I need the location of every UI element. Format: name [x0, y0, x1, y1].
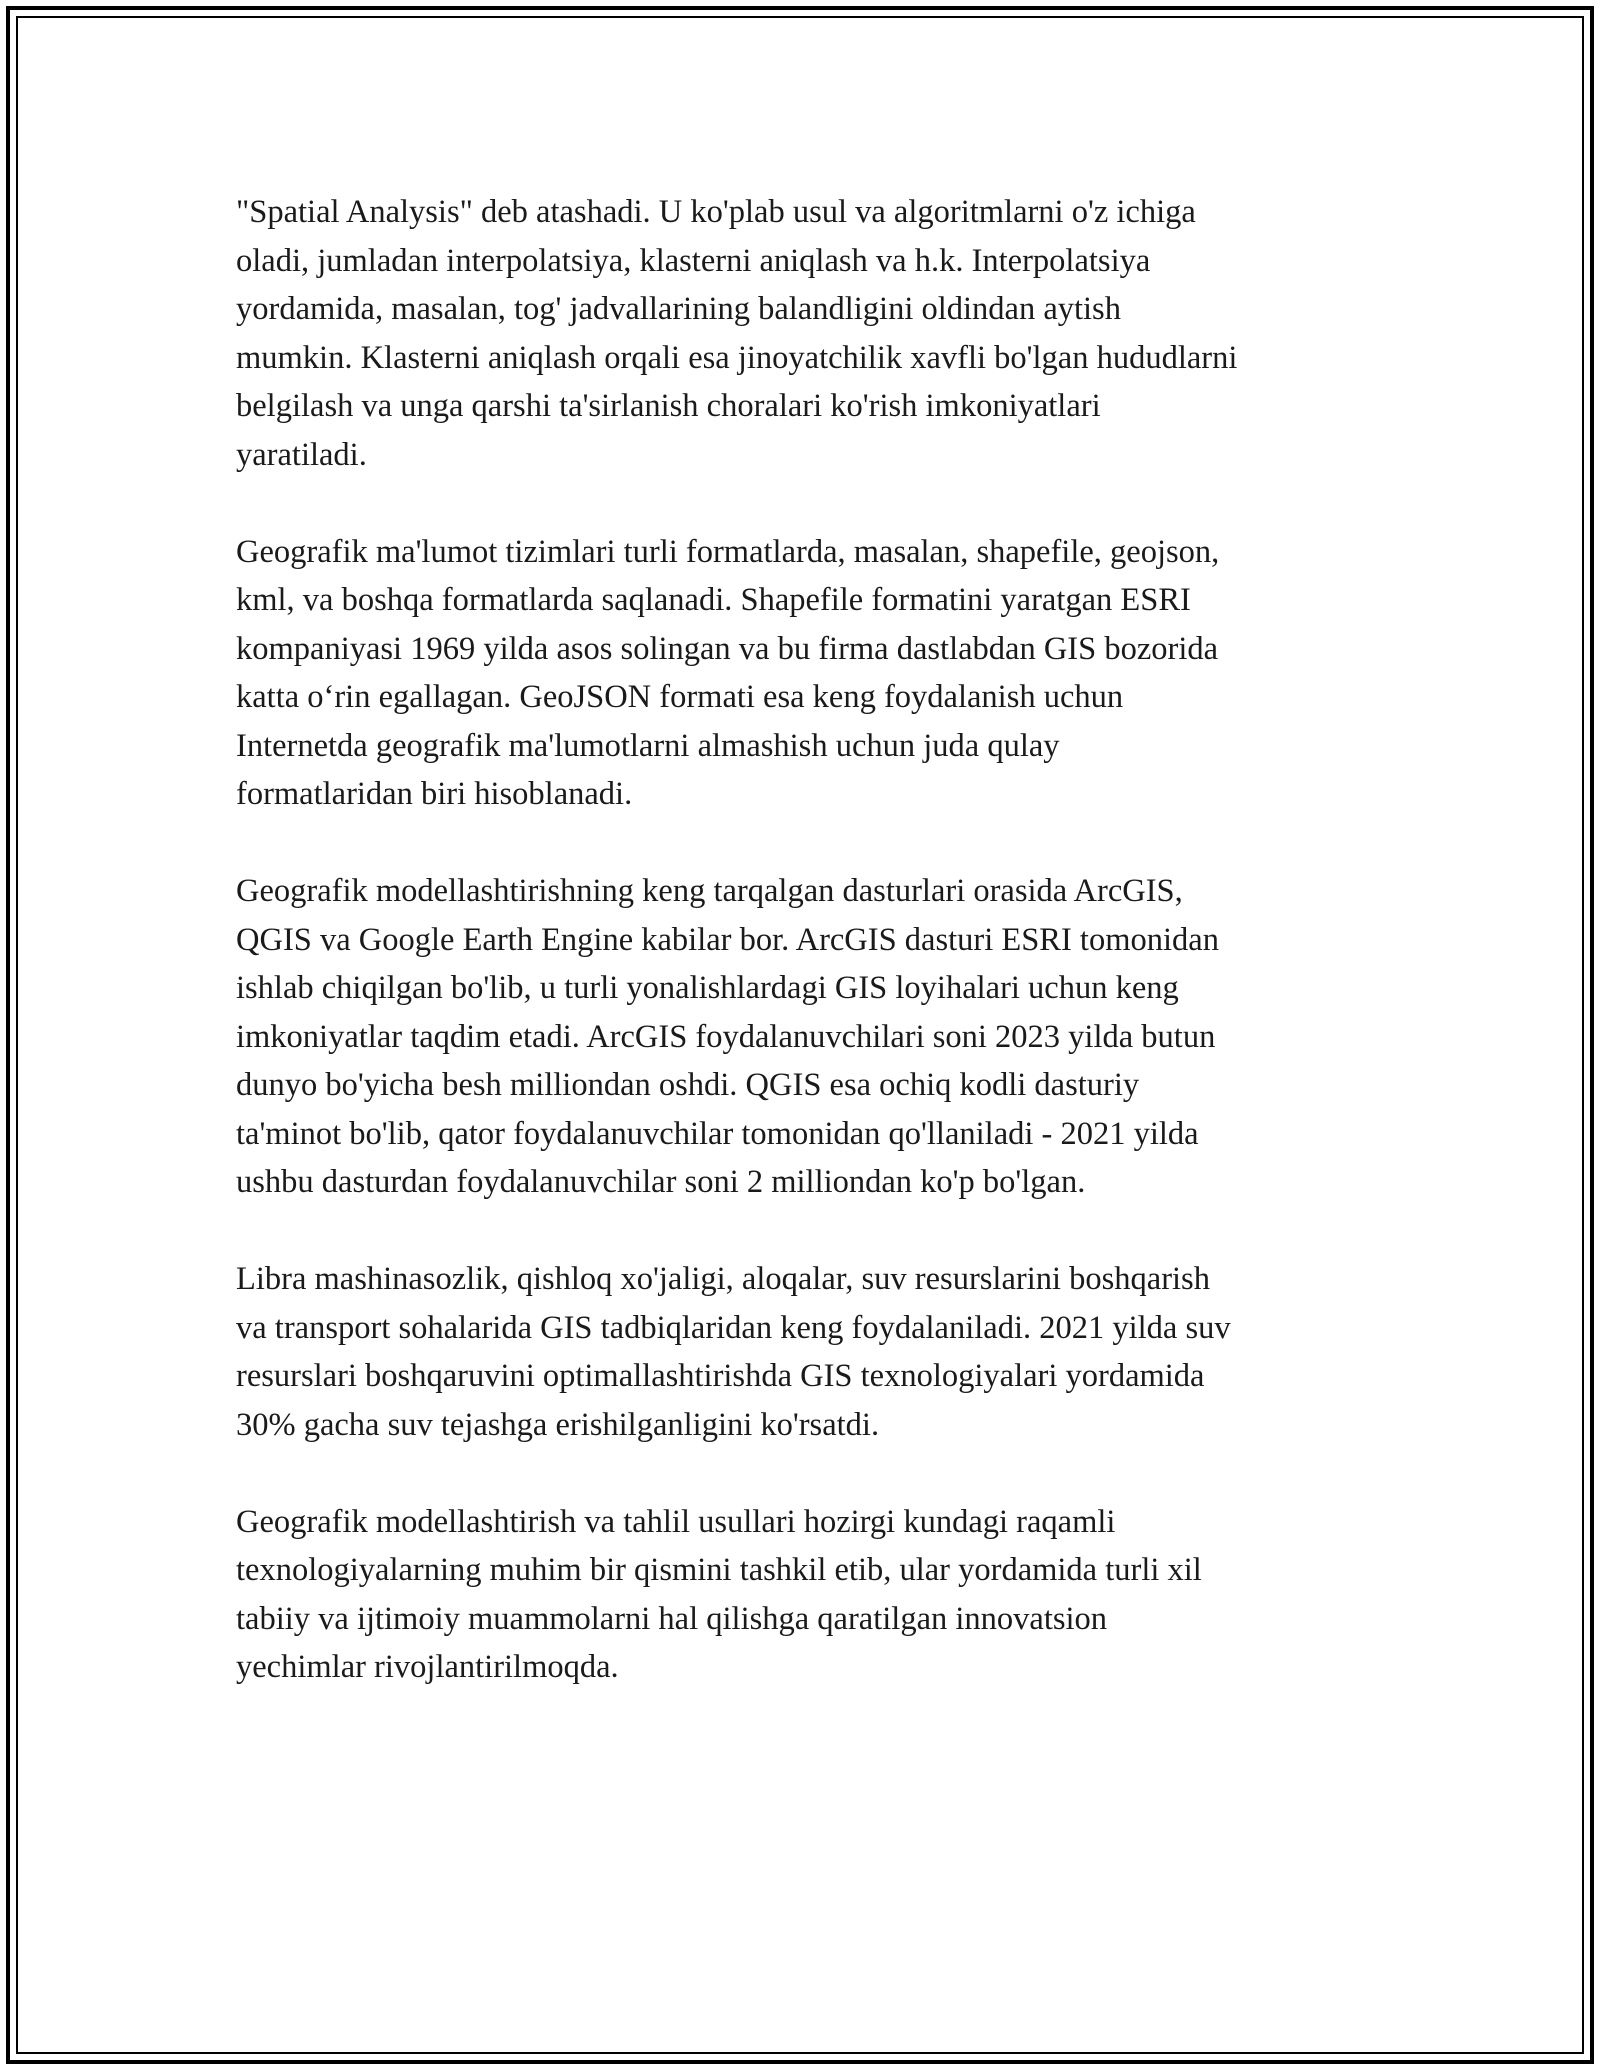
paragraph-spatial-analysis: "Spatial Analysis" deb atashadi. U ko'plab usul va algoritmlarni o'z ichiga oladi, jumladan interpolatsiya, klasterni aniqlash va h.k. Interpolatsiya yordamida, masalan, tog' jadvallarining balandligini oldindan aytish mumkin. Klasterni aniqlash orqali esa jinoyatchilik xavfli bo'lgan hududlarni belgilash va unga qarshi ta'sirlanish choralari ko'rish imkoniyatlari yaratiladi.: [236, 194, 1238, 473]
paragraph-gis-software: Geografik modellashtirishning keng tarqalgan dasturlari orasida ArcGIS, QGIS va Google Earth Engine kabilar bor. ArcGIS dasturi ESRI tomonidan ishlab chiqilgan bo'lib, u turli yonalishlardagi GIS loyihalari uchun keng imkoniyatlar taqdim etadi. ArcGIS foydalanuvchilari soni 2023 yilda butun dunyo bo'yicha besh milliondan oshdi. QGIS esa ochiq kodli dasturiy ta'minot bo'lib, qator foydalanuvchilar tomonidan qo'llaniladi - 2021 yilda ushbu dasturdan foydalanuvchilar soni 2 milliondan ko'p bo'lgan.: [236, 873, 1219, 1200]
document-body: [236, 188, 1366, 1740]
paragraph-gis-applications: Libra mashinasozlik, qishloq xo'jaligi, aloqalar, suv resurslarini boshqarish va transport sohalarida GIS tadbiqlaridan keng foydalaniladi. 2021 yilda suv resurslari boshqaruvini optimallashtirishda GIS texnologiyalari yordamida 30% gacha suv tejashga erishilganligini ko'rsatdi.: [236, 1261, 1231, 1443]
paragraph-conclusion: Geografik modellashtirish va tahlil usullari hozirgi kundagi raqamli texnologiyalarning muhim bir qismini tashkil etib, ular yordamida turli xil tabiiy va ijtimoiy muammolarni hal qilishga qaratilgan innovatsion yechimlar rivojlantirilmoqda.: [236, 1503, 1202, 1685]
paragraph-gis-formats: Geografik ma'lumot tizimlari turli formatlarda, masalan, shapefile, geojson, kml, va boshqa formatlarda saqlanadi. Shapefile formatini yaratgan ESRI kompaniyasi 1969 yilda asos solingan va bu firma dastlabdan GIS bozorida katta o‘rin egallagan. GeoJSON formati esa keng foydalanish uchun Internetda geografik ma'lumotlarni almashish uchun juda qulay formatlaridan biri hisoblanadi.: [236, 533, 1220, 812]
